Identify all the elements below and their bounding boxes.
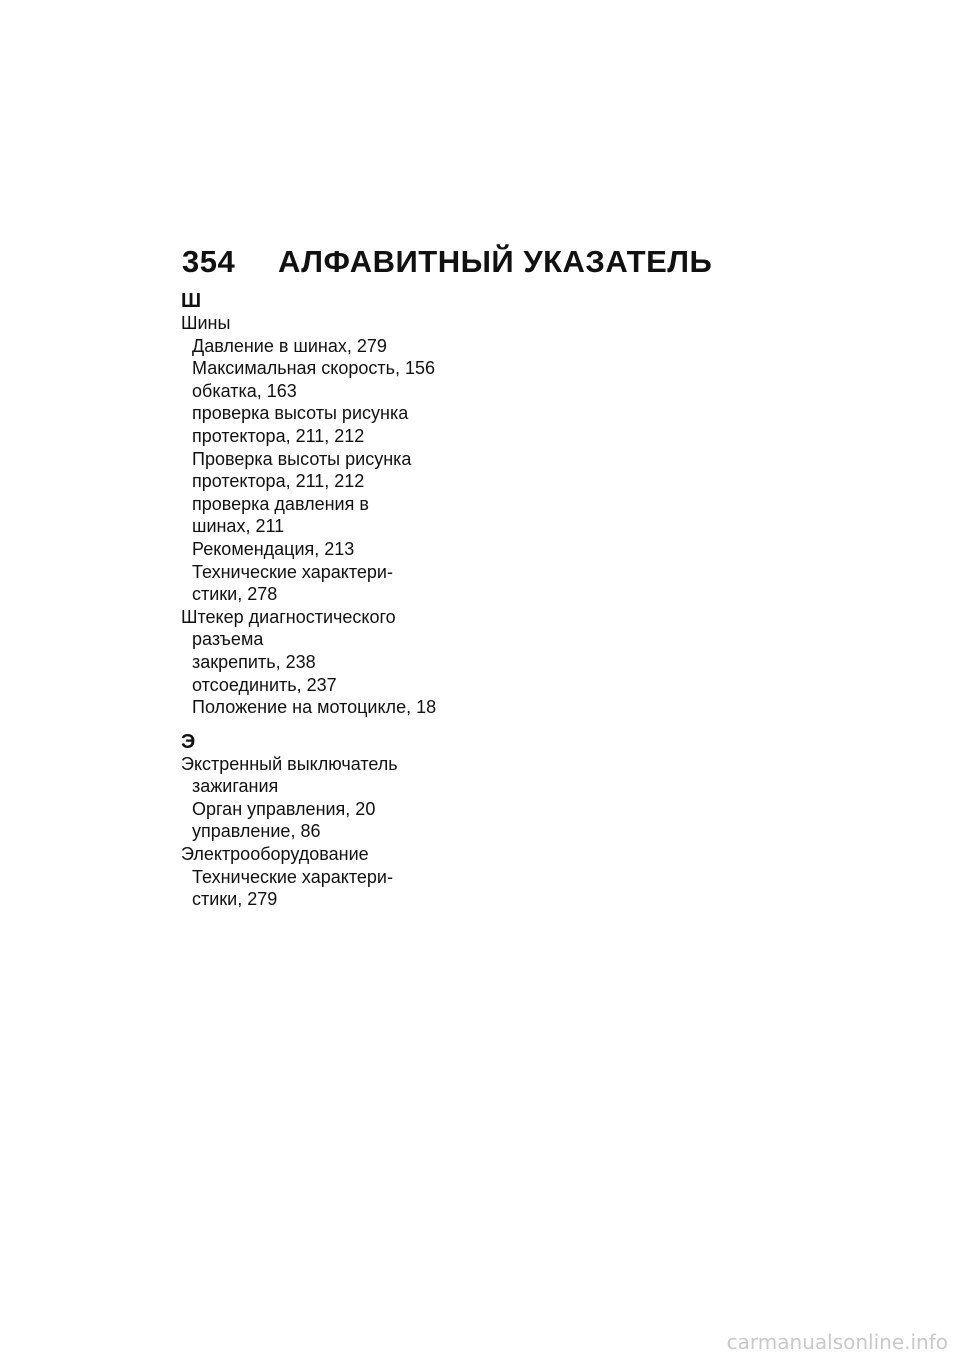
index-subentry: обкатка, 163: [192, 380, 297, 401]
watermark: carmanualsonline.info: [726, 1330, 948, 1354]
index-subentry: Положение на мотоцикле, 18: [192, 697, 437, 718]
index-subentry: управление, 86: [192, 821, 321, 842]
index-subentry: протектора, 211, 212: [192, 471, 365, 492]
index-entries: [181, 312, 481, 719]
index-subentry: Максимальная скорость, 156: [192, 358, 436, 379]
section-letter: Ш: [181, 290, 202, 312]
page-title: АЛФАВИТНЫЙ УКАЗАТЕЛЬ: [278, 244, 713, 279]
index-subentry: разъема: [192, 629, 264, 650]
index-subentry: Технические характери-: [192, 561, 393, 582]
index-column: [181, 290, 481, 923]
index-subentry: Орган управления, 20: [192, 798, 376, 819]
index-entry: Шины: [181, 313, 231, 333]
index-subentry: стики, 279: [192, 889, 278, 910]
index-section-sha: [181, 290, 481, 719]
index-subentry: шинах, 211: [192, 516, 285, 537]
index-subentry: Рекомендация, 213: [192, 538, 355, 559]
section-letter: Э: [181, 730, 196, 753]
index-subentry: Давление в шинах, 279: [192, 335, 387, 356]
index-subentry: проверка давления в: [192, 493, 369, 514]
index-subentry: отсоединить, 237: [192, 674, 337, 695]
index-subentry: стики, 278: [192, 584, 278, 605]
index-entry: Экстренный выключатель: [181, 753, 398, 774]
index-section-e: [181, 731, 481, 911]
page-number: 354: [182, 244, 236, 279]
index-subentry: протектора, 211, 212: [192, 425, 365, 446]
page-header: [182, 244, 712, 280]
index-entries: [181, 753, 481, 911]
index-subentry: проверка высоты рисунка: [192, 403, 409, 424]
index-entry: Штекер диагностического: [181, 606, 396, 627]
index-subentry: закрепить, 238: [192, 651, 316, 672]
index-subentry: Проверка высоты рисунка: [192, 448, 412, 469]
index-subentry: Технические характери-: [192, 866, 393, 887]
index-subentry: зажигания: [192, 776, 279, 797]
index-entry: Электрооборудование: [181, 844, 369, 865]
